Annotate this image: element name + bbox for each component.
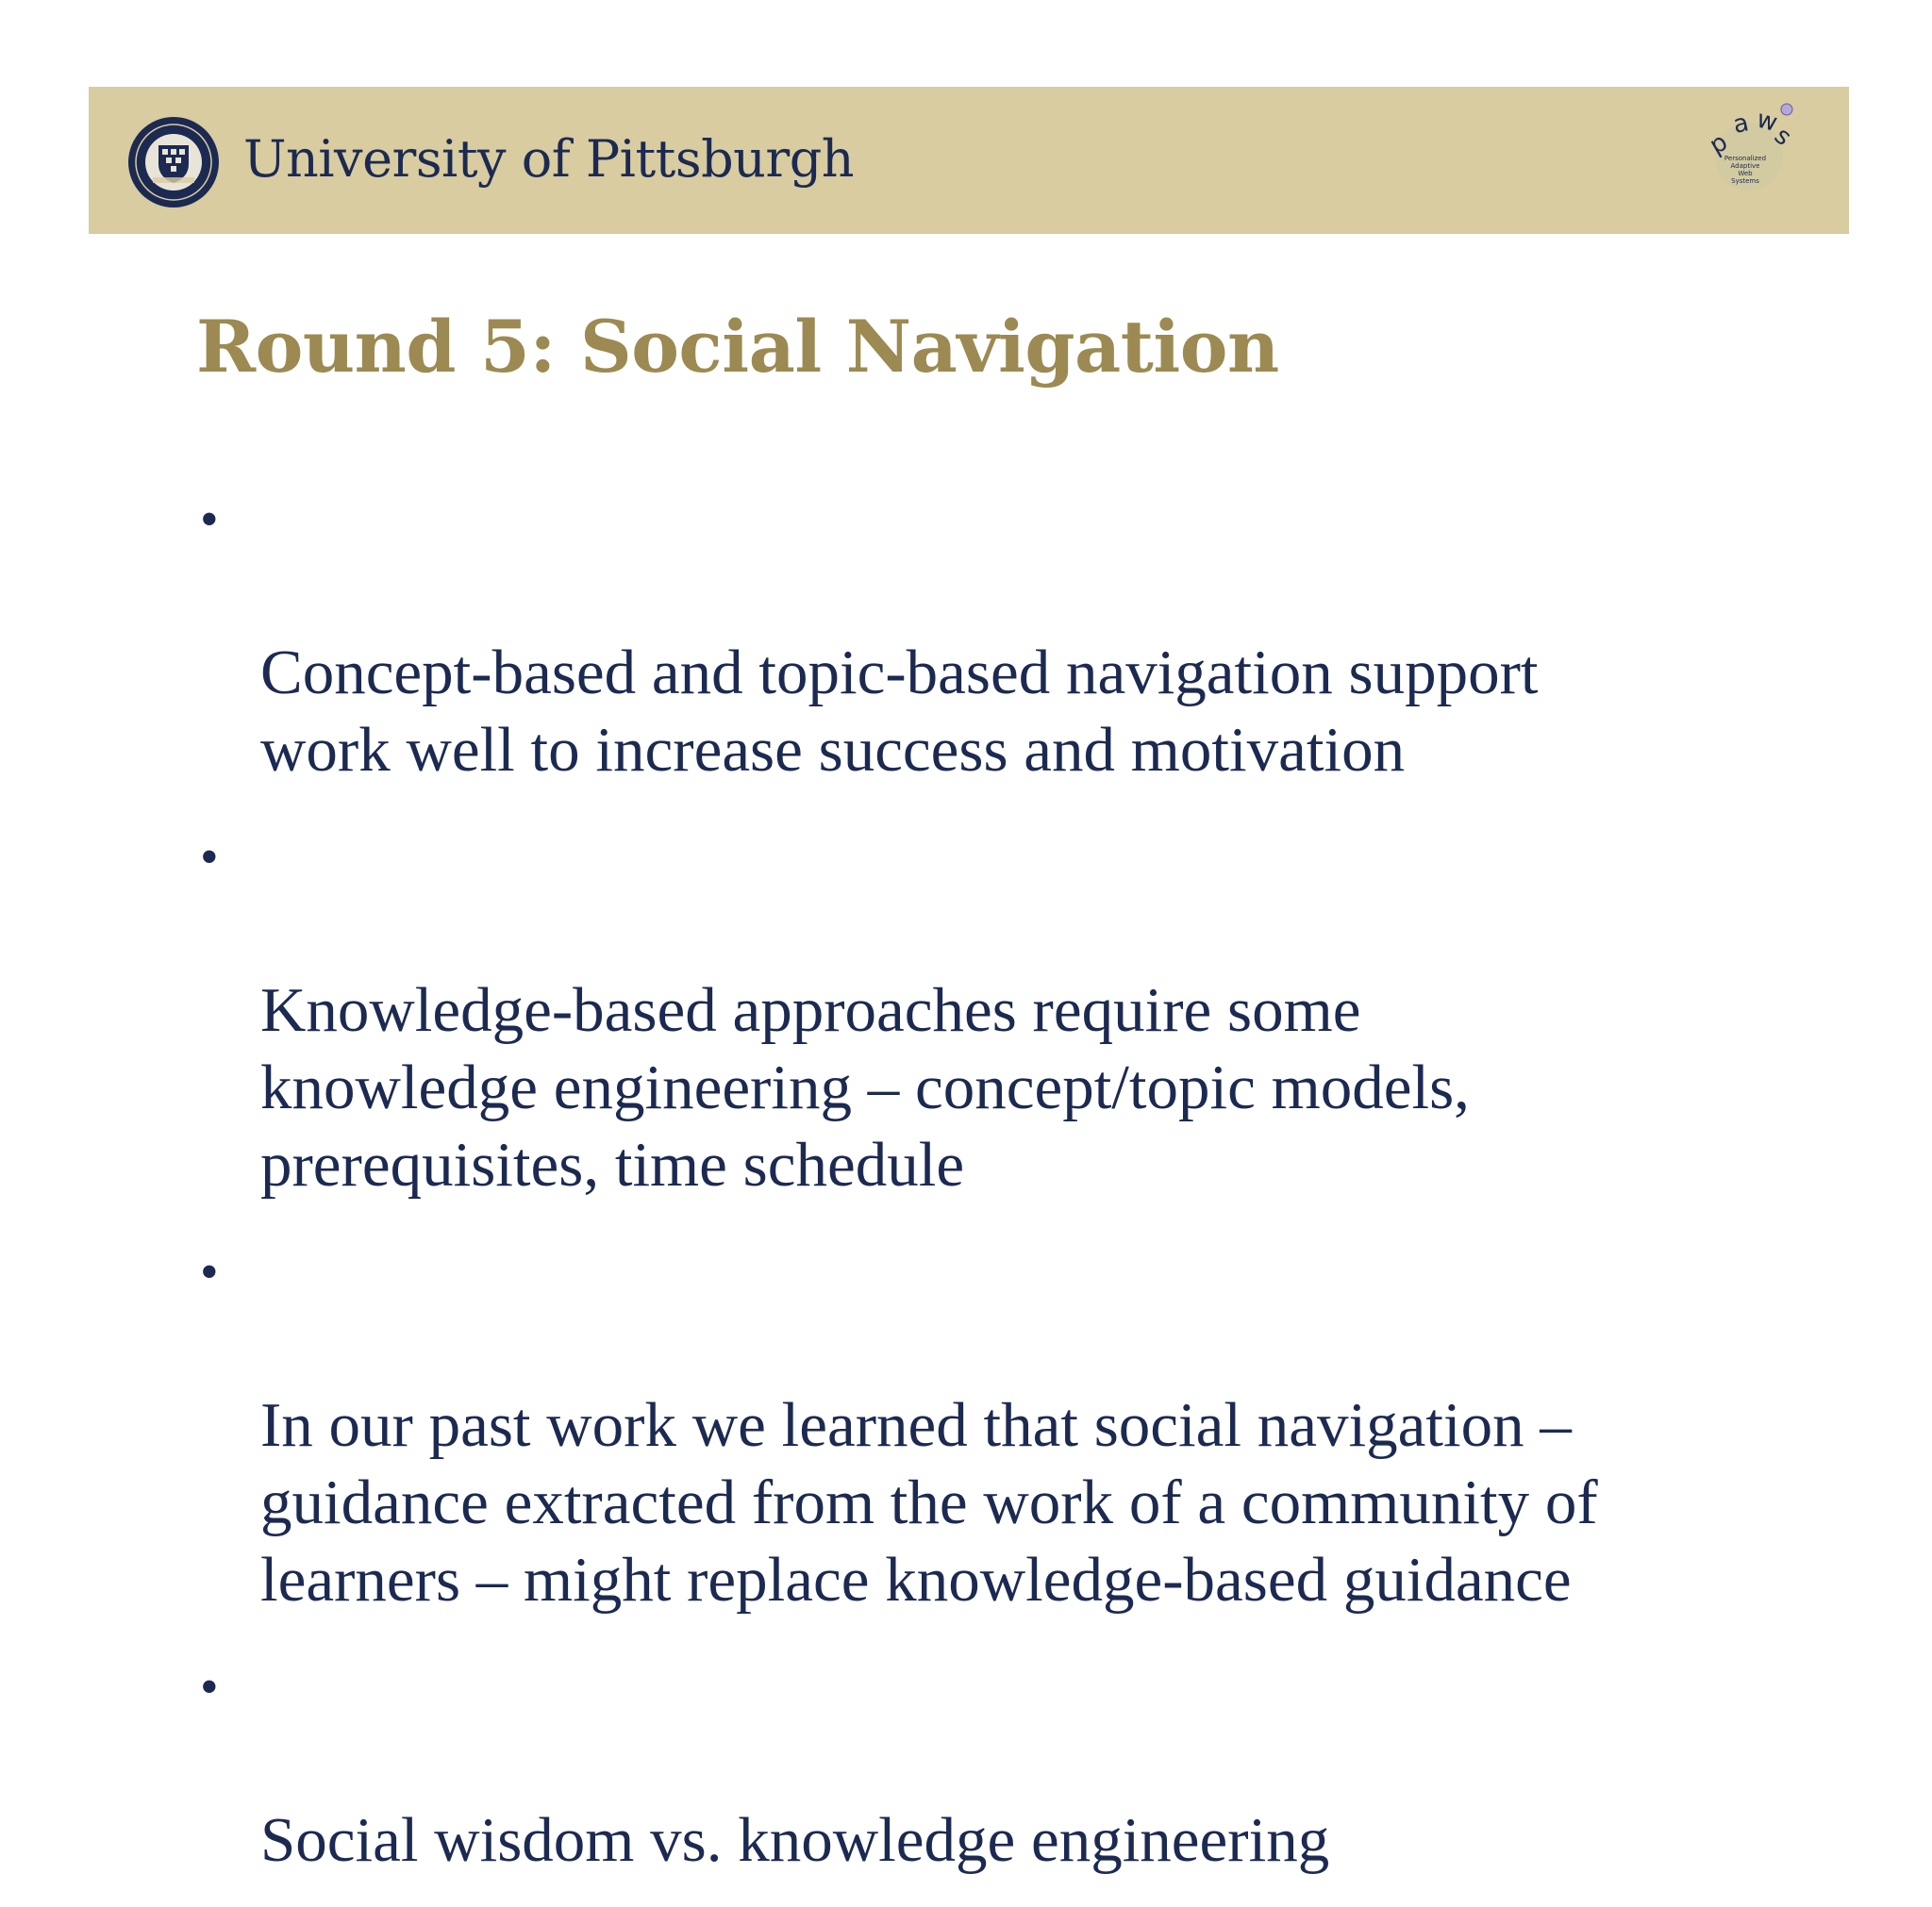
bullet-item bbox=[196, 479, 1800, 788]
university-name: University of Pittsburgh bbox=[243, 129, 855, 189]
bullet-text: In our past work we learned that social navigation – guidance extracted from the work of a community of learners – might replace knowledge-based guidance bbox=[260, 1390, 1598, 1615]
paws-letter: s bbox=[1769, 122, 1797, 152]
paws-letter: w bbox=[1753, 105, 1781, 138]
header-band bbox=[89, 87, 1849, 234]
paws-letter: p bbox=[1705, 127, 1733, 160]
bullet-item bbox=[196, 1647, 1800, 1879]
slide-title: Round 5: Social Navigation bbox=[196, 305, 1279, 389]
university-seal-icon bbox=[126, 115, 221, 209]
bullet-dot: • bbox=[200, 1243, 219, 1302]
bullet-text: Knowledge-based approaches require some knowledge engineering – concept/topic models, prerequisites, time schedule bbox=[260, 975, 1470, 1200]
bullet-text: Social wisdom vs. knowledge engineering bbox=[260, 1805, 1330, 1875]
bullet-item bbox=[196, 1232, 1800, 1618]
bullet-dot: • bbox=[200, 490, 219, 549]
bullet-dot: • bbox=[200, 828, 219, 887]
paws-letter: a bbox=[1730, 108, 1752, 140]
bullet-list bbox=[196, 479, 1800, 1907]
bullet-dot: • bbox=[200, 1658, 219, 1716]
bullet-item bbox=[196, 817, 1800, 1203]
paws-logo-subtitle: Personalized Adaptive Web Systems bbox=[1724, 155, 1767, 185]
bullet-text: Concept-based and topic-based navigation support work well to increase success and motivation bbox=[260, 638, 1539, 785]
